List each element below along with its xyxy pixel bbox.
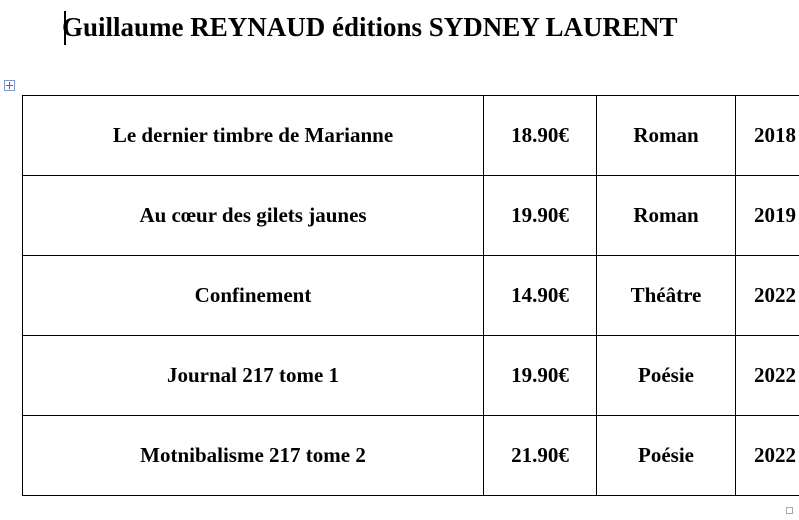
cell-genre[interactable]: Théâtre [597,256,736,336]
cell-title[interactable]: Journal 217 tome 1 [23,336,484,416]
cell-price[interactable]: 14.90€ [484,256,597,336]
cell-genre[interactable]: Poésie [597,336,736,416]
cell-price[interactable]: 19.90€ [484,336,597,416]
cell-price[interactable]: 19.90€ [484,176,597,256]
cell-year[interactable]: 2018 [736,96,799,176]
cell-year[interactable]: 2022 [736,416,799,496]
document-title: Guillaume REYNAUD éditions SYDNEY LAURENT [62,12,678,42]
book-table [22,95,799,496]
cell-genre[interactable]: Poésie [597,416,736,496]
cell-title[interactable]: Le dernier timbre de Marianne [23,96,484,176]
page-corner-marker [786,507,793,514]
table-move-handle-icon[interactable] [4,80,17,93]
table-row [23,176,799,256]
cell-year[interactable]: 2022 [736,336,799,416]
cell-title[interactable]: Confinement [23,256,484,336]
table-row [23,96,799,176]
table-row [23,336,799,416]
cell-title[interactable]: Au cœur des gilets jaunes [23,176,484,256]
cell-price[interactable]: 18.90€ [484,96,597,176]
table-row [23,256,799,336]
cell-year[interactable]: 2019 [736,176,799,256]
table-row [23,416,799,496]
cell-year[interactable]: 2022 [736,256,799,336]
cell-price[interactable]: 21.90€ [484,416,597,496]
cell-genre[interactable]: Roman [597,176,736,256]
cell-title[interactable]: Motnibalisme 217 tome 2 [23,416,484,496]
cell-genre[interactable]: Roman [597,96,736,176]
